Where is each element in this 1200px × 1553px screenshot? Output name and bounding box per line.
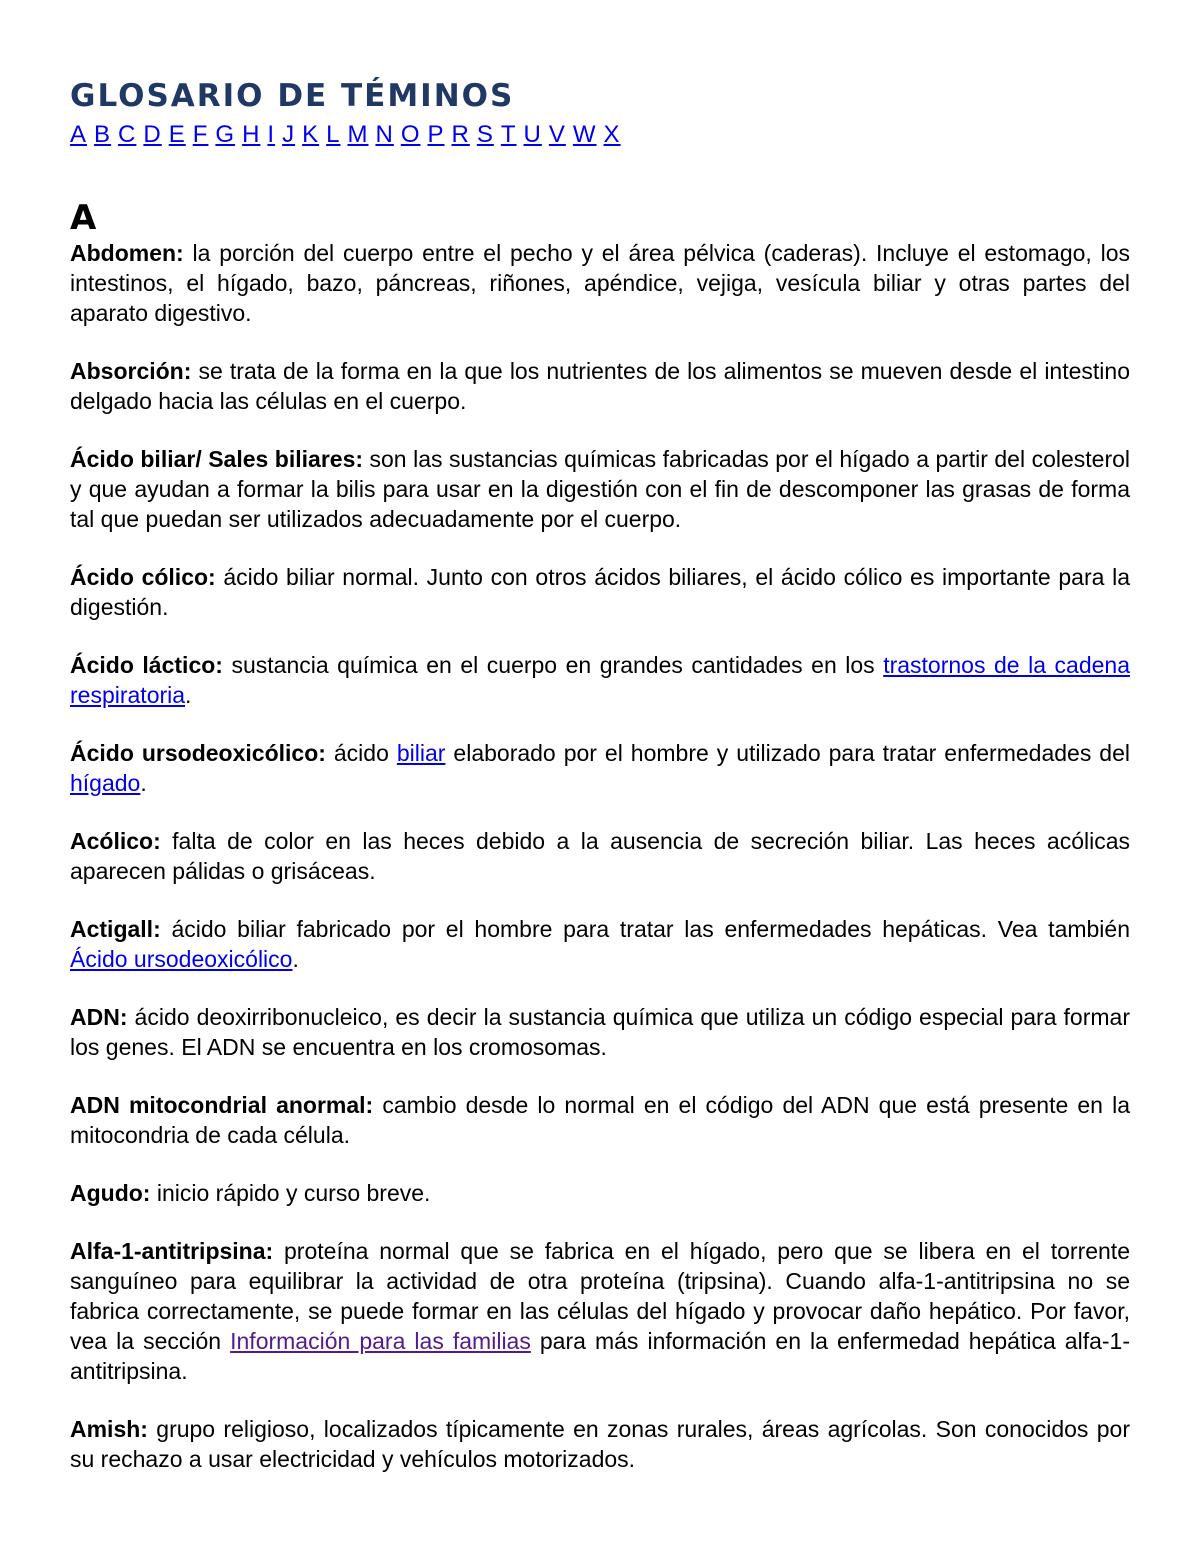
glossary-entry [70,444,1130,534]
glossary-entry [70,650,1130,710]
alphabet-link-i[interactable]: I [267,121,276,148]
alphabet-link-e[interactable]: E [168,121,186,148]
glossary-definition: ácido biliar fabricado por el hombre para tratar las enfermedades hepáticas. Vea también [160,916,1130,942]
glossary-definition: sustancia química en el cuerpo en grandes cantidades en los [222,652,884,678]
glossary-definition: elaborado por el hombre y utilizado para tratar enfermedades del [445,740,1130,766]
glossary-link[interactable]: Ácido ursodeoxicólico [70,946,293,972]
glossary-term: ADN mitocondrial anormal: [70,1092,374,1118]
alphabet-link-d[interactable]: D [143,121,162,148]
glossary-entry [70,562,1130,622]
glossary-definition: inicio rápido y curso breve. [150,1180,431,1206]
glossary-entries [70,238,1130,1474]
alphabet-link-n[interactable]: N [375,121,394,148]
glossary-definition: ácido deoxirribonucleico, es decir la sustancia química que utiliza un código especial para formar los genes. El ADN se encuentra en los cromosomas. [70,1004,1130,1060]
glossary-entry [70,1002,1130,1062]
glossary-entry [70,1414,1130,1474]
alphabet-link-x[interactable]: X [603,121,621,148]
glossary-link[interactable]: Información para las familias [230,1328,531,1354]
glossary-link[interactable]: biliar [396,740,446,766]
glossary-term: Acólico: [70,828,161,854]
alphabet-link-l[interactable]: L [326,121,341,148]
glossary-definition: . [185,682,192,708]
glossary-page [70,78,1130,1502]
alphabet-link-a[interactable]: A [70,121,88,148]
alphabet-link-g[interactable]: G [215,121,236,148]
glossary-definition: para más información en la enfermedad hepática alfa-1-antitripsina. [70,1328,1131,1384]
page-title: GLOSARIO DE TÉMINOS [70,78,515,114]
section-heading-a: A [70,198,97,238]
glossary-term: Ácido ursodeoxicólico: [70,740,326,766]
glossary-entry [70,738,1130,798]
glossary-definition: ácido [325,740,397,766]
alphabet-link-w[interactable]: W [572,121,597,148]
alphabet-link-f[interactable]: F [192,121,209,148]
alphabet-link-u[interactable]: U [523,121,542,148]
glossary-term: Absorción: [70,358,192,384]
glossary-definition: son las sustancias químicas fabricadas por el hígado a partir del colesterol y que ayudan a formar la bilis para usar en la digestión con el fin de descomponer las grasas de forma tal que puedan ser utilizados adecuadamente por el cuerpo. [70,446,1131,532]
glossary-entry [70,1178,1130,1208]
alphabet-index [70,120,1130,150]
glossary-definition: ácido biliar normal. Junto con otros ácidos biliares, el ácido cólico es importante para la digestión. [70,564,1130,620]
glossary-link[interactable]: hígado [70,770,141,796]
glossary-term: Actigall: [70,916,161,942]
alphabet-link-k[interactable]: K [302,121,320,148]
glossary-entry [70,356,1130,416]
alphabet-link-c[interactable]: C [118,121,137,148]
glossary-definition: grupo religioso, localizados típicamente en zonas rurales, áreas agrícolas. Son conocidos por su rechazo a usar electricidad y vehículos motorizados. [70,1416,1130,1472]
glossary-entry [70,1236,1130,1386]
glossary-entry [70,1090,1130,1150]
alphabet-link-s[interactable]: S [476,121,494,148]
alphabet-link-o[interactable]: O [400,121,421,148]
alphabet-link-r[interactable]: R [451,121,470,148]
glossary-definition: proteína normal que se fabrica en el hígado, pero que se libera en el torrente sanguíneo para equilibrar la actividad de otra proteína (tripsina). Cuando alfa-1-antitripsina no se fabrica correctamente, se puede formar en las células del hígado y provocar daño hepático. Por favor, vea la sección [70,1238,1130,1354]
glossary-entry [70,238,1130,328]
glossary-term: Amish: [70,1416,148,1442]
glossary-entry [70,826,1130,886]
glossary-entry [70,914,1130,974]
glossary-term: Ácido cólico: [70,564,216,590]
glossary-definition: cambio desde lo normal en el código del ADN que está presente en la mitocondria de cada célula. [70,1092,1130,1148]
alphabet-link-p[interactable]: P [427,121,445,148]
alphabet-link-m[interactable]: M [347,121,369,148]
glossary-term: Abdomen: [70,240,184,266]
alphabet-link-b[interactable]: B [94,121,112,148]
alphabet-link-h[interactable]: H [242,121,261,148]
glossary-term: ADN: [70,1004,128,1030]
glossary-term: Alfa-1-antitripsina: [70,1238,274,1264]
glossary-link[interactable]: trastornos de la cadena respiratoria [70,652,1130,708]
glossary-definition: . [292,946,299,972]
glossary-definition: la porción del cuerpo entre el pecho y el área pélvica (caderas). Incluye el estomago, los intestinos, el hígado, bazo, páncreas, riñones, apéndice, vejiga, vesícula biliar y otras partes del aparato digestivo. [70,240,1130,326]
glossary-definition: . [140,770,147,796]
glossary-definition: falta de color en las heces debido a la ausencia de secreción biliar. Las heces acólicas aparecen pálidas o grisáceas. [70,828,1130,884]
alphabet-link-t[interactable]: T [500,121,517,148]
glossary-definition: se trata de la forma en la que los nutrientes de los alimentos se mueven desde el intestino delgado hacia las células en el cuerpo. [70,358,1130,414]
glossary-term: Ácido biliar/ Sales biliares: [70,446,364,472]
alphabet-link-j[interactable]: J [282,121,296,148]
glossary-term: Ácido láctico: [70,652,223,678]
alphabet-link-v[interactable]: V [548,121,566,148]
glossary-term: Agudo: [70,1180,151,1206]
